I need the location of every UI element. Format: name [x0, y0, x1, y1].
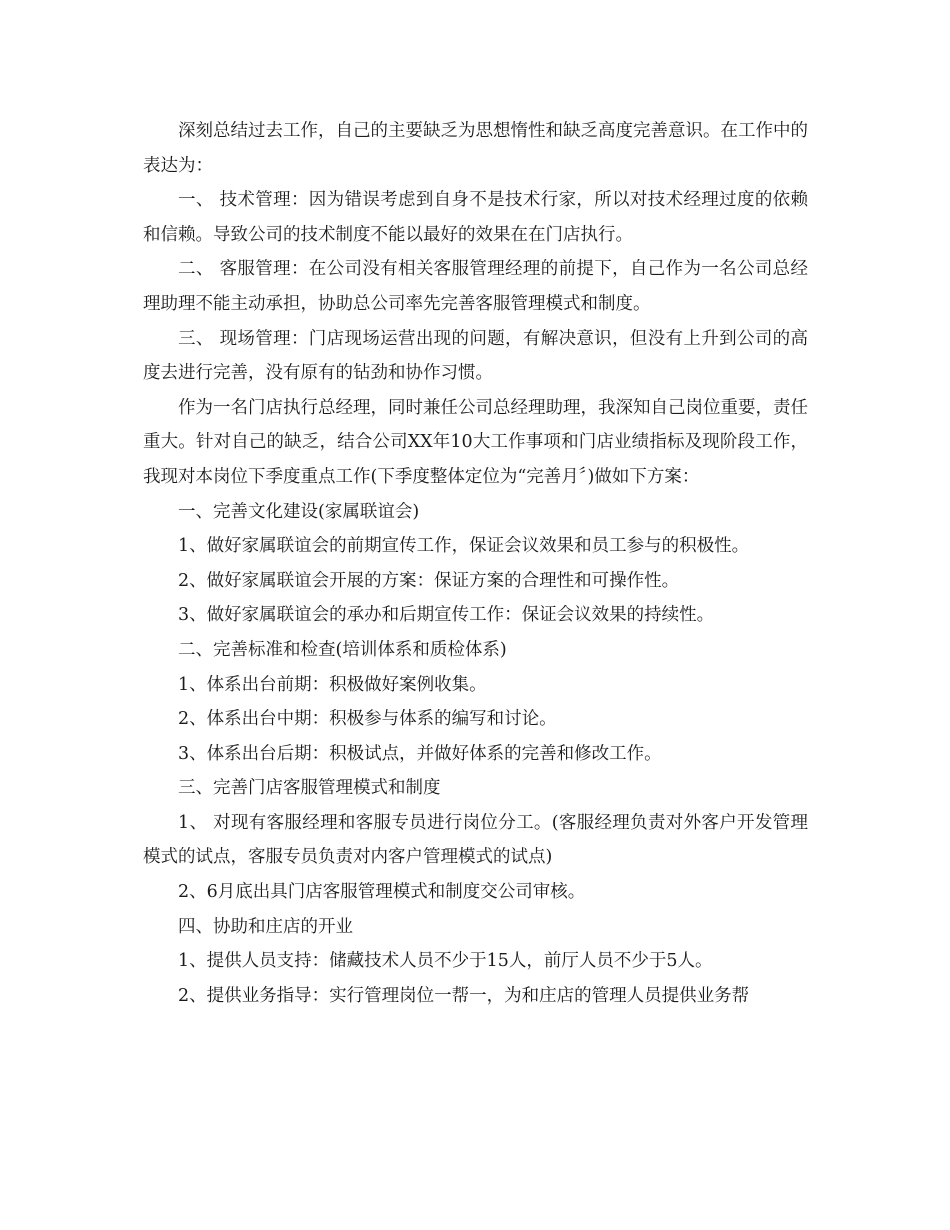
paragraph-plan-intro: 作为一名门店执行总经理，同时兼任公司总经理助理，我深知自己岗位重要，责任重大。针对自己的缺乏，结合公司XX年10大工作事项和门店业绩指标及现阶段工作，我现对本岗位下季度重点工作(下季度整体定位为“完善月〞)做如下方案： [143, 397, 808, 487]
list-item-standards-2: 2、体系出台中期：积极参与体系的编写和讨论。 [178, 709, 557, 730]
heading-store-opening: 四、协助和庄店的开业 [178, 916, 353, 937]
heading-customer-service-model: 三、完善门店客服管理模式和制度 [178, 778, 441, 799]
list-item-culture-3: 3、做好家属联谊会的承办和后期宣传工作：保证会议效果的持续性。 [178, 605, 715, 626]
list-item-service-model-2: 2、6月底出具门店客服管理模式和制度交公司审核。 [178, 882, 586, 903]
paragraph-site-management: 三、 现场管理：门店现场运营出现的问题，有解决意识，但没有上升到公司的高度去进行完善，没有原有的钻劲和协作习惯。 [143, 328, 808, 384]
list-item-store-opening-2: 2、提供业务指导：实行管理岗位一帮一，为和庄店的管理人员提供业务帮 [178, 985, 750, 1006]
list-item-culture-2: 2、做好家属联谊会开展的方案：保证方案的合理性和可操作性。 [178, 570, 680, 591]
list-item-standards-3: 3、体系出台后期：积极试点，并做好体系的完善和修改工作。 [178, 743, 662, 764]
heading-standards-inspection: 二、完善标准和检查(培训体系和质检体系) [178, 639, 507, 660]
list-item-standards-1: 1、体系出台前期：积极做好案例收集。 [178, 674, 487, 695]
list-item-culture-1: 1、做好家属联谊会的前期宣传工作，保证会议效果和员工参与的积极性。 [178, 536, 750, 557]
list-item-store-opening-1: 1、提供人员支持：储藏技术人员不少于15人，前厅人员不少于5人。 [178, 951, 713, 972]
paragraph-summary-intro: 深刻总结过去工作，自己的主要缺乏为思想惰性和缺乏高度完善意识。在工作中的表达为： [143, 121, 808, 176]
heading-culture-building: 一、完善文化建设(家属联谊会) [178, 501, 420, 522]
paragraph-technical-management: 一、 技术管理：因为错误考虑到自身不是技术行家，所以对技术经理过度的依赖和信赖。导致公司的技术制度不能以最好的效果在在门店执行。 [143, 190, 808, 245]
document-body [143, 114, 808, 1013]
paragraph-customer-service-management: 二、 客服管理：在公司没有相关客服管理经理的前提下，自己作为一名公司总经理助理不能主动承担，协助总公司率先完善客服管理模式和制度。 [143, 259, 808, 314]
list-item-service-model-1: 1、 对现有客服经理和客服专员进行岗位分工。(客服经理负责对外客户开发管理模式的试点，客服专员负责对内客户管理模式的试点) [143, 812, 808, 868]
